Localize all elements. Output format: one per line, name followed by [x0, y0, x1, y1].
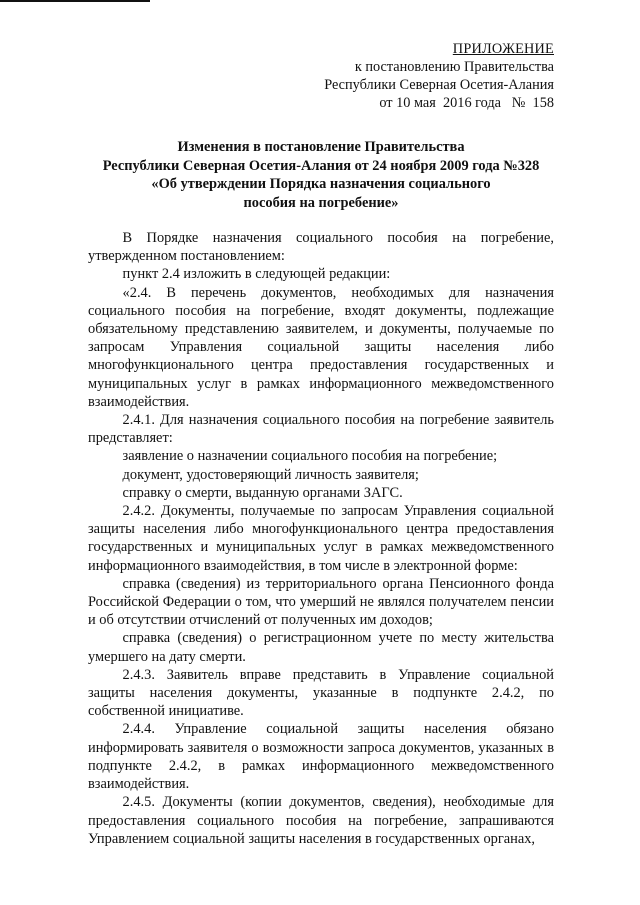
paragraph: 2.4.1. Для назначения социального пособия на погребение заявитель представляет: — [88, 412, 554, 447]
paragraph: документ, удостоверяющий личность заявителя; — [122, 466, 419, 483]
paragraph: 2.4.4. Управление социальной защиты населения обязано информировать заявителя о возможности запроса документов, указанных в подпункте 2.4.2, в рамках информационного межведомственного взаимодействия. — [88, 721, 554, 793]
title-line-2: Республики Северная Осетия-Алания от 24 ноября 2009 года №328 — [102, 157, 540, 174]
document-body — [88, 229, 554, 848]
paragraph: справка (сведения) из территориального органа Пенсионного фонда Российской Федерации о том, что умерший не являлся получателем пенсии и об отсутствии отчислений от полученных им доходов; — [88, 575, 554, 629]
document-page — [88, 40, 554, 848]
paragraph: заявление о назначении социального пособия на погребение; — [122, 448, 498, 465]
paragraph: 2.4.2. Документы, получаемые по запросам Управления социальной защиты населения либо многофункционального центра предоставления государственных и муниципальных услуг в рамках межведомственного информационного взаимодействия, в том числе в электронной форме: — [88, 503, 554, 574]
document-title — [88, 138, 554, 212]
appendix-block — [88, 40, 554, 112]
top-edge-line — [0, 0, 150, 2]
title-line-3: «Об утверждении Порядка назначения социального — [151, 176, 491, 192]
appendix-heading: ПРИЛОЖЕНИЕ — [452, 41, 554, 57]
paragraph: пункт 2.4 изложить в следующей редакции: — [122, 266, 391, 283]
appendix-date-number: от 10 мая 2016 года № 158 — [379, 95, 554, 111]
paragraph: 2.4.5. Документы (копии документов, сведения), необходимые для предоставления социального пособия на погребение, запрашиваются Управлением социальной защиты населения в государственных органах, — [88, 794, 554, 847]
appendix-line-2: Республики Северная Осетия-Алания — [324, 77, 554, 93]
paragraph: 2.4.3. Заявитель вправе представить в Управление социальной защиты населения документы, указанные в подпункте 2.4.2, по собственной инициативе. — [88, 666, 554, 720]
paragraph: В Порядке назначения социального пособия на погребение, утвержденном постановлением: — [88, 230, 554, 265]
paragraph: «2.4. В перечень документов, необходимых для назначения социального пособия на погребение, входят документы, подлежащие обязательному представлению заявителем, и документы, получаемые по запросам Управления социальной защиты населения либо многофункционального центра предоставления государственных и муниципальных услуг в рамках информационного межведомственного взаимодействия. — [88, 284, 554, 410]
title-line-1: Изменения в постановление Правительства — [177, 139, 465, 155]
paragraph: справка (сведения) о регистрационном учете по месту жительства умершего на дату смерти. — [88, 630, 554, 665]
appendix-line-1: к постановлению Правительства — [354, 59, 554, 75]
title-line-4: пособия на погребение» — [243, 194, 399, 211]
paragraph: справку о смерти, выданную органами ЗАГС. — [122, 484, 403, 501]
